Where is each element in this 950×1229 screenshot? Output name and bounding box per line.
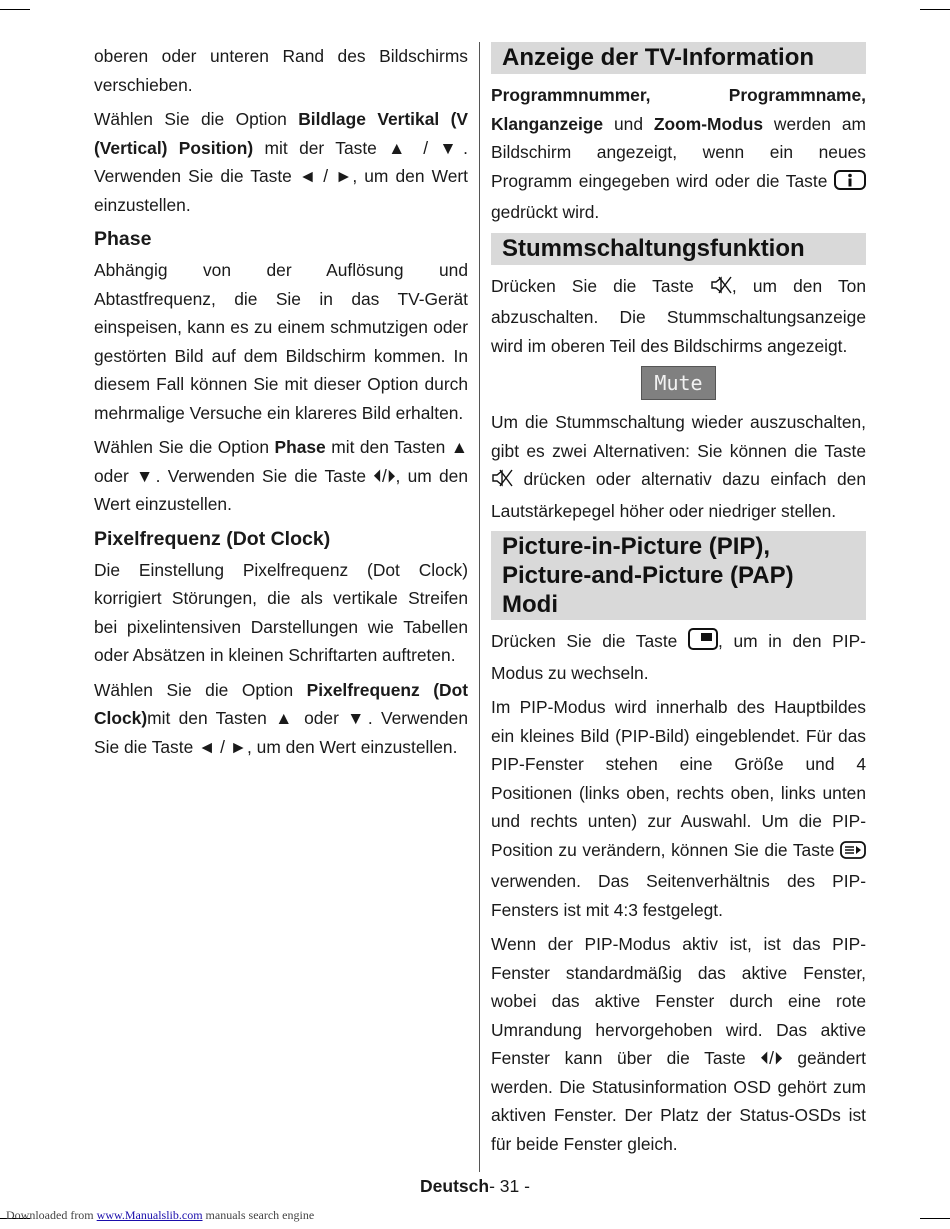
heading-pip-pap xyxy=(491,531,866,620)
left-paragraph-2 xyxy=(94,105,468,219)
left-paragraph-3: Abhängig von der Auflösung und Abtastfrequenz, die Sie in das TV-Gerät einspeisen, kann es zu einem schmutzigen oder gestörten Bild auf dem Bildschirm kommen. In diesem Fall können Sie mit dieser Option durch mehrmalige Versuche ein klareres Bild erhalten. xyxy=(94,260,468,423)
text: werden am Bildschirm angezeigt, wenn ein neues Programm eingegeben wird oder die Taste xyxy=(491,113,866,191)
right-paragraph-3 xyxy=(491,408,866,525)
pip-position-icon xyxy=(840,839,866,868)
download-note xyxy=(6,1208,314,1223)
heading-mute-function: Stummschaltungsfunktion xyxy=(491,233,866,265)
download-prefix: Downloaded from xyxy=(6,1208,97,1222)
text: gedrückt wird. xyxy=(491,202,600,222)
pip-button-icon xyxy=(688,628,718,659)
right-paragraph-5 xyxy=(491,693,866,924)
left-paragraph-6 xyxy=(94,676,468,762)
right-paragraph-4 xyxy=(491,627,866,687)
bold-text: Programmnummer, Programmname, Klanganzeige xyxy=(491,85,866,134)
heading-pixelfrequenz: Pixelfrequenz (Dot Clock) xyxy=(94,527,331,550)
text: Im PIP-Modus wird innerhalb des Hauptbildes ein kleines Bild (PIP-Bild) eingeblendet. Für das PIP-Fenster stehen eine Größe und 4 Positionen (links oben, rechts oben, links unten und rechts unten) zur Auswahl. Um die PIP-Position zu verändern, können Sie die Taste xyxy=(491,697,866,860)
manualslib-link[interactable]: www.Manualslib.com xyxy=(96,1208,203,1222)
crop-mark-top-left xyxy=(0,9,30,10)
left-column xyxy=(94,42,468,767)
text: verwenden. Das Seitenverhältnis des PIP-Fensters ist mit 4:3 festgelegt. xyxy=(491,871,866,920)
mute-osd-label: Mute xyxy=(641,366,715,400)
bold-text: Zoom-Modus xyxy=(653,113,764,134)
text: Wählen Sie die Option xyxy=(94,437,275,457)
info-button-icon xyxy=(834,170,866,199)
mute-osd-wrapper xyxy=(491,366,866,400)
page-footer xyxy=(0,1176,950,1197)
text: , um den Ton abzuschalten. Die Stummschaltungsanzeige wird im oberen Teil des Bildschirms angezeigt. xyxy=(491,275,866,356)
text: Drücken Sie die Taste xyxy=(491,631,688,651)
crop-mark-bottom-right xyxy=(920,1218,950,1219)
column-divider xyxy=(479,42,480,1172)
footer-language: Deutsch xyxy=(420,1176,490,1196)
download-suffix: manuals search engine xyxy=(202,1208,315,1222)
bold-text: Phase xyxy=(274,437,326,457)
text: und xyxy=(603,113,654,134)
right-column xyxy=(491,42,866,1164)
text: Wählen Sie die Option xyxy=(94,109,299,129)
left-paragraph-5: Die Einstellung Pixelfrequenz (Dot Clock) korrigiert Störungen, die als vertikale Streifen bei pixelintensiven Darstellungen wie Tabellen oder Absätzen in kleinen Schriftarten auftreten. xyxy=(94,559,468,665)
bold-text: Pixelfrequenz (Dot Clock) xyxy=(94,679,469,728)
text: mit den Tasten ▲ oder ▼. Verwenden Sie die Taste ◄ / ►, um den Wert einzustellen. xyxy=(94,708,468,757)
footer-page-number: - 31 - xyxy=(489,1176,530,1196)
text: , um in den PIP-Modus zu wechseln. xyxy=(491,631,866,683)
heading-pip-line-2: Picture-and-Picture (PAP) Modi xyxy=(502,562,794,618)
right-paragraph-6: Wenn der PIP-Modus aktiv ist, ist das PIP-Fenster standardmäßig das aktive Fenster, wobei das aktive Fenster durch eine rote Umrandung hervorgehoben wird. Das aktive Fenster kann über die Taste ⏴/⏵ geändert werden. Die Statusinformation OSD gehört zum aktiven Fenster. Der Platz der Status-OSDs ist für beide Fenster gleich. xyxy=(491,934,866,1154)
text: drücken oder alternativ dazu einfach den Lautstärkepegel höher oder niedriger stellen. xyxy=(491,469,866,521)
mute-icon xyxy=(710,275,732,304)
text: mit den Tasten ▲ oder ▼. Verwenden Sie die Taste ⏴/⏵, um den Wert einzustellen. xyxy=(94,437,468,514)
heading-phase: Phase xyxy=(94,228,152,250)
crop-mark-top-right xyxy=(920,9,950,10)
mute-icon xyxy=(491,468,513,497)
bold-text: Bildlage Vertikal (V (Vertical) Position) xyxy=(94,109,469,158)
heading-tv-information: Anzeige der TV-Information xyxy=(491,42,866,74)
text: Um die Stummschaltung wieder auszuschalten, gibt es zwei Alternativen: Sie können die Taste xyxy=(491,412,866,461)
text: Drücken Sie die Taste xyxy=(491,275,710,296)
right-paragraph-1 xyxy=(491,81,866,227)
heading-pip-line-1: Picture-in-Picture (PIP), xyxy=(502,533,771,560)
right-paragraph-2 xyxy=(491,272,866,361)
left-paragraph-4 xyxy=(94,433,468,519)
text: Wählen Sie die Option xyxy=(94,679,307,700)
left-paragraph-1: oberen oder unteren Rand des Bildschirms verschieben. xyxy=(94,46,468,95)
text: mit der Taste ▲ / ▼. Verwenden Sie die Taste ◄ / ►, um den Wert einzustellen. xyxy=(94,137,468,215)
